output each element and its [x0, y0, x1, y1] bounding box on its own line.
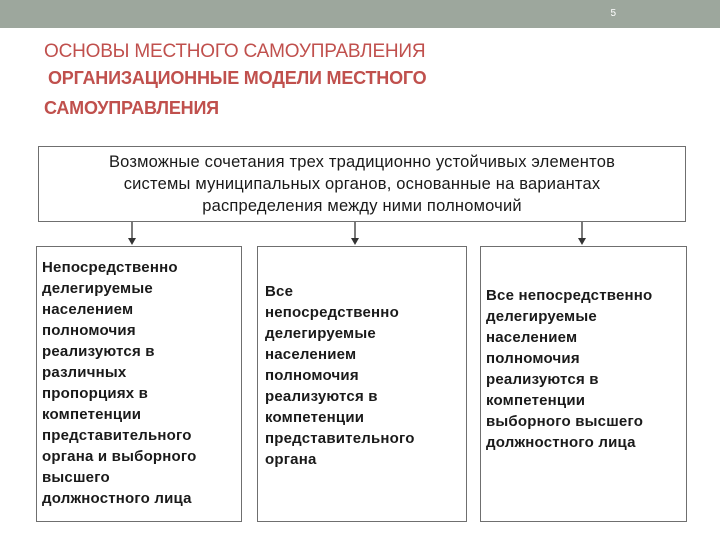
model-node-line: компетенции [265, 409, 365, 426]
model-node-line: реализуются в [486, 371, 599, 388]
page-number: 5 [610, 8, 616, 19]
model-node-line: пропорциях в [42, 385, 149, 402]
model-node-line: должностного лица [42, 490, 192, 507]
root-node-line: Возможные сочетания трех традиционно устойчивых элементов [108, 153, 616, 171]
model-node-line: населением [42, 301, 134, 318]
root-node-line: системы муниципальных органов, основанные на вариантах [123, 175, 601, 193]
model-node-line: делегируемые [486, 308, 597, 325]
model-node-line: высшего [42, 469, 110, 486]
model-node-line: населением [486, 329, 578, 346]
arrowhead-2 [351, 238, 359, 245]
model-node-line: Непосредственно [42, 259, 178, 276]
model-node-line: компетенции [486, 392, 586, 409]
root-node-line: распределения между ними полномочий [202, 197, 522, 215]
slide-header-bar [0, 0, 720, 28]
model-node-line: Все [265, 283, 294, 300]
arrowhead-1 [128, 238, 136, 245]
model-node-official [480, 246, 687, 522]
model-node-line: непосредственно [265, 304, 399, 321]
slide-title-line-3: САМОУПРАВЛЕНИЯ [44, 98, 219, 118]
model-node-line: представительного [265, 430, 415, 447]
model-node-line: делегируемые [265, 325, 376, 342]
model-node-line: реализуются в [42, 343, 155, 360]
model-node-line: полномочия [42, 322, 136, 339]
model-node-mixed [36, 246, 242, 522]
model-node-line: компетенции [42, 406, 142, 423]
model-node-line: выборного высшего [486, 413, 644, 430]
model-node-line: различных [42, 364, 127, 381]
model-node-line: полномочия [486, 350, 580, 367]
slide-title-line-2: ОРГАНИЗАЦИОННЫЕ МОДЕЛИ МЕСТНОГО [48, 68, 427, 88]
model-node-line: населением [265, 346, 357, 363]
model-node-line: полномочия [265, 367, 359, 384]
model-node-representative [257, 246, 467, 522]
model-node-line: органа [265, 451, 317, 468]
arrowhead-3 [578, 238, 586, 245]
model-node-line: Все непосредственно [486, 287, 653, 304]
model-node-line: органа и выборного [42, 448, 197, 465]
slide-title-line-1: ОСНОВЫ МЕСТНОГО САМОУПРАВЛЕНИЯ [44, 41, 426, 62]
model-node-line: представительного [42, 427, 192, 444]
model-node-line: делегируемые [42, 280, 153, 297]
model-node-line: реализуются в [265, 388, 378, 405]
model-node-line: должностного лица [486, 434, 636, 451]
root-node [38, 146, 686, 222]
